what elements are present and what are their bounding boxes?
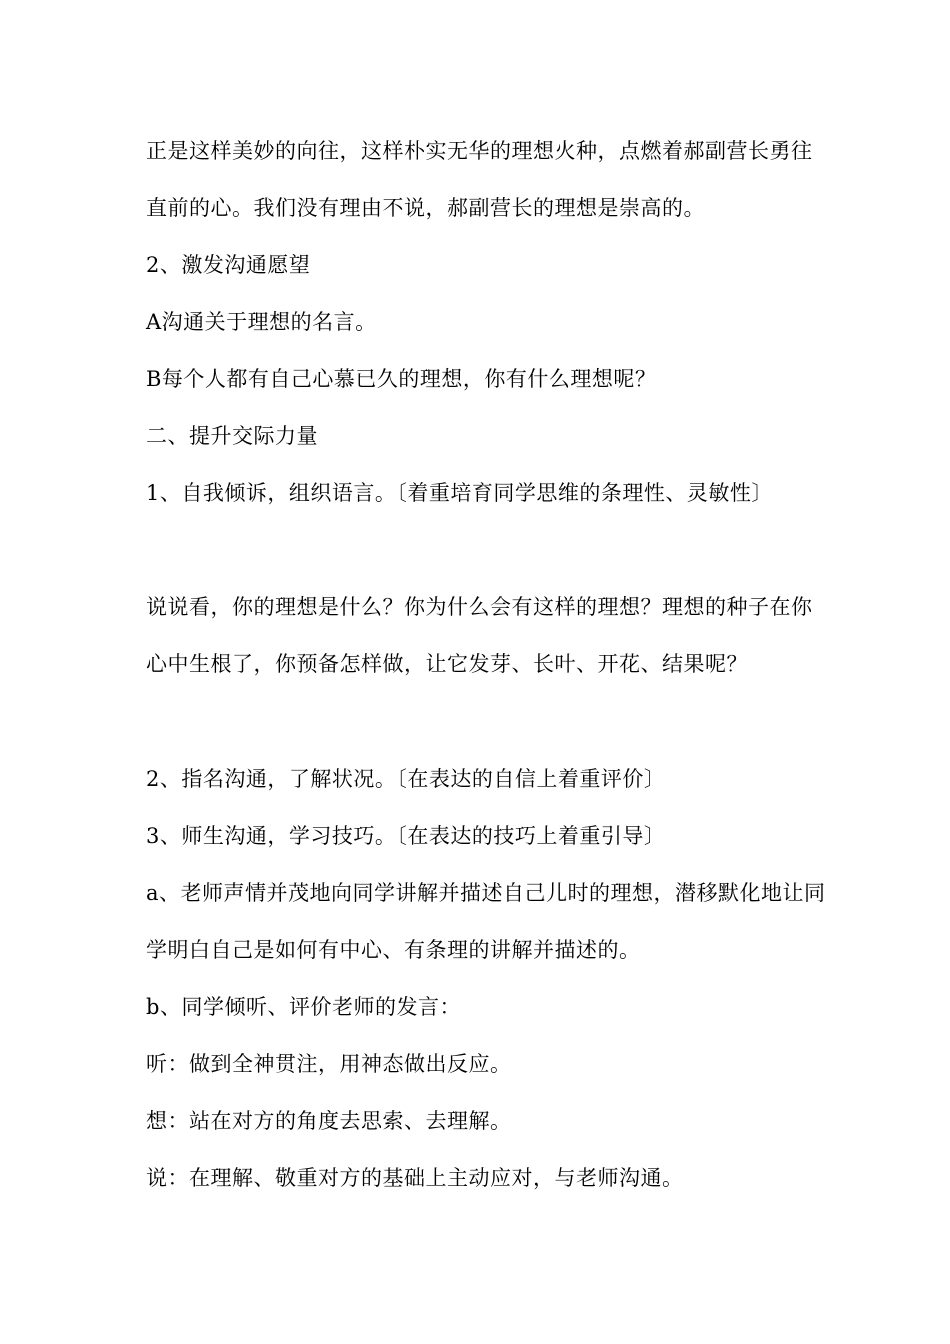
paragraph-teacher-student: 3、师生沟通，学习技巧。〔在表达的技巧上着重引导〕 [146,824,666,848]
paragraph-section-two: 二、提升交际力量 [146,424,318,448]
paragraph-self-talk: 1、自我倾诉，组织语言。〔着重培育同学思维的条理性、灵敏性〕 [146,481,773,505]
paragraph-item-a: A沟通关于理想的名言。 [146,310,377,334]
paragraph-item-b: B每个人都有自己心慕已久的理想，你有什么理想呢？ [146,367,657,391]
paragraph-questions: 说说看，你的理想是什么？你为什么会有这样的理想？理想的种子在你心中生根了，你预备怎样做，让它发芽、长叶、开花、结果呢？ [146,595,813,676]
paragraph-heading-stimulate: 2、激发沟通愿望 [146,253,311,277]
paragraph-teacher-demo: a、老师声情并茂地向同学讲解并描述自己儿时的理想，潜移默化地让同学明白自己是如何有中心、有条理的讲解并描述的。 [146,881,826,962]
paragraph-listen-evaluate: b、同学倾听、评价老师的发言： [146,995,461,1019]
paragraph-speak: 说：在理解、敬重对方的基础上主动应对，与老师沟通。 [146,1166,684,1190]
paragraph-roll-call: 2、指名沟通，了解状况。〔在表达的自信上着重评价〕 [146,767,666,791]
paragraph-ideal-spark: 正是这样美妙的向往，这样朴实无华的理想火种，点燃着郝副营长勇往直前的心。我们没有理由不说，郝副营长的理想是崇高的。 [146,139,813,220]
paragraph-listen: 听：做到全神贯注，用神态做出反应。 [146,1052,512,1076]
paragraph-think: 想：站在对方的角度去思索、去理解。 [146,1109,512,1133]
